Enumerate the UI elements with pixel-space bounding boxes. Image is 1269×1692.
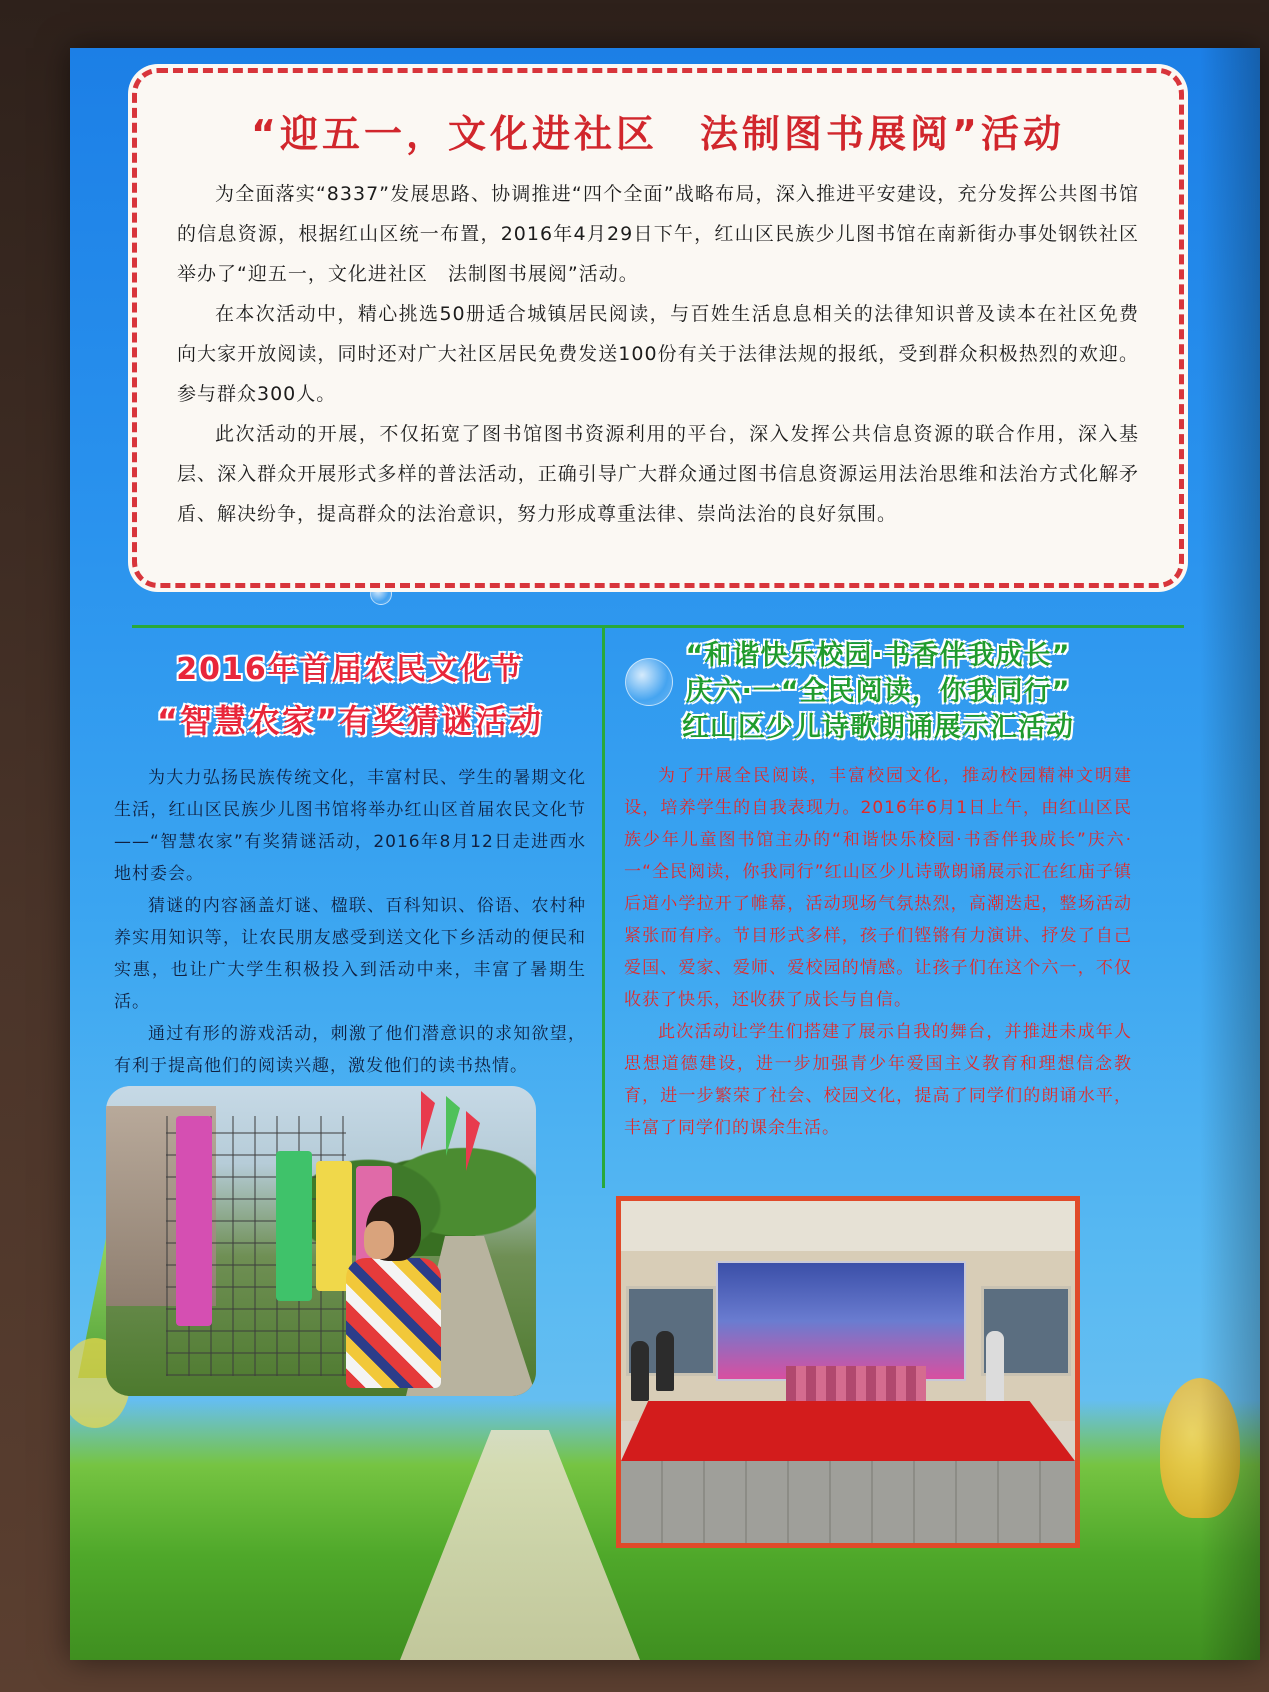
left-article-title-line2: “智慧农家”有奖猜谜活动 xyxy=(156,702,544,740)
horizontal-divider xyxy=(132,625,1184,628)
audience-person xyxy=(631,1341,649,1401)
right-article-title-line1: “和谐快乐校园·书香伴我成长” xyxy=(685,640,1071,671)
top-article-paragraph: 此次活动的开展，不仅拓宽了图书馆图书资源利用的平台，深入发挥公共信息资源的联合作用，深入基层、深入群众开展形式多样的普法活动，正确引导广大群众通过图书信息资源运用法治思维和法治方式化解矛盾、解决纷争，提高群众的法治意识，努力形成尊重法律、崇尚法治的良好氛围。 xyxy=(177,423,1139,525)
audience-person xyxy=(656,1331,674,1391)
girl-body xyxy=(346,1258,441,1388)
photo-sky xyxy=(621,1201,1075,1251)
right-article-paragraph: 此次活动让学生们搭建了展示自我的舞台，并推进未成年人思想道德建设，进一步加强青少年爱国主义教育和理想信念教育，进一步繁荣了社会、校园文化，提高了同学们的朗诵水平，丰富了同学们的课余生活。 xyxy=(624,1022,1132,1138)
right-article xyxy=(618,638,1138,1144)
left-article xyxy=(110,636,590,1082)
top-article-paragraph: 在本次活动中，精心挑选50册适合城镇居民阅读，与百姓生活息息相关的法律知识普及读本在社区免费向大家开放阅读，同时还对广大社区居民免费发送100份有关于法律法规的报纸，受到群众积极热烈的欢迎。参与群众300人。 xyxy=(177,303,1139,405)
red-carpet xyxy=(621,1401,1075,1461)
stage-backdrop xyxy=(716,1261,966,1381)
right-article-title-line3: 红山区少儿诗歌朗诵展示汇活动 xyxy=(682,712,1074,743)
right-article-title xyxy=(618,638,1138,746)
riddle-activity-photo xyxy=(106,1086,536,1396)
top-article-title: “迎五一，文化进社区 法制图书展阅”活动 xyxy=(251,112,1065,156)
riddle-banner xyxy=(176,1116,212,1326)
right-article-paragraph: 为了开展全民阅读，丰富校园文化，推动校园精神文明建设，培养学生的自我表现力。2016年6月1日上午，由红山区民族少年儿童图书馆主办的“和谐快乐校园·书香伴我成长”庆六·一“全民阅读，你我同行”红山区少儿诗歌朗诵展示汇在红庙子镇后道小学拉开了帷幕，活动现场气氛热烈，高潮迭起，整场活动紧张而有序。节目形式多样，孩子们铿锵有力演讲、抒发了自己爱国、爱家、爱师、爱校园的情感。让孩子们在这个六一，不仅收获了快乐，还收获了成长与自信。 xyxy=(624,766,1132,1010)
magazine-page xyxy=(70,48,1260,1660)
vertical-divider xyxy=(602,628,605,1188)
photo-ground xyxy=(621,1461,1075,1548)
left-article-paragraph: 为大力弘扬民族传统文化，丰富村民、学生的暑期文化生活，红山区民族少儿图书馆将举办红山区首届农民文化节——“智慧农家”有奖猜谜活动，2016年8月12日走进西水地村委会。 xyxy=(114,768,586,884)
right-article-title-line2: 庆六·一“全民阅读，你我同行” xyxy=(685,676,1071,707)
left-article-paragraph: 猜谜的内容涵盖灯谜、楹联、百科知识、俗语、农村种养实用知识等，让农民朋友感受到送文化下乡活动的便民和实惠，也让广大学生积极投入到活动中来，丰富了暑期生活。 xyxy=(114,896,586,1012)
riddle-banner xyxy=(276,1151,312,1301)
top-article-box xyxy=(132,68,1184,588)
left-article-title-line1: 2016年首届农民文化节 xyxy=(176,652,524,687)
poetry-event-photo xyxy=(616,1196,1080,1548)
speaker-person xyxy=(986,1331,1004,1411)
top-article-paragraph: 为全面落实“8337”发展思路、协调推进“四个全面”战略布局，深入推进平安建设，充分发挥公共图书馆的信息资源，根据红山区统一布置，2016年4月29日下午，红山区民族少儿图书馆在南新街办事处钢铁社区举办了“迎五一，文化进社区 法制图书展阅”活动。 xyxy=(177,183,1139,285)
girl-face xyxy=(364,1221,394,1259)
balloon-decoration xyxy=(1160,1378,1240,1518)
photo-girl xyxy=(336,1196,446,1396)
left-article-paragraph: 通过有形的游戏活动，刺激了他们潜意识的求知欲望，有利于提高他们的阅读兴趣，激发他们的读书热情。 xyxy=(114,1024,586,1076)
